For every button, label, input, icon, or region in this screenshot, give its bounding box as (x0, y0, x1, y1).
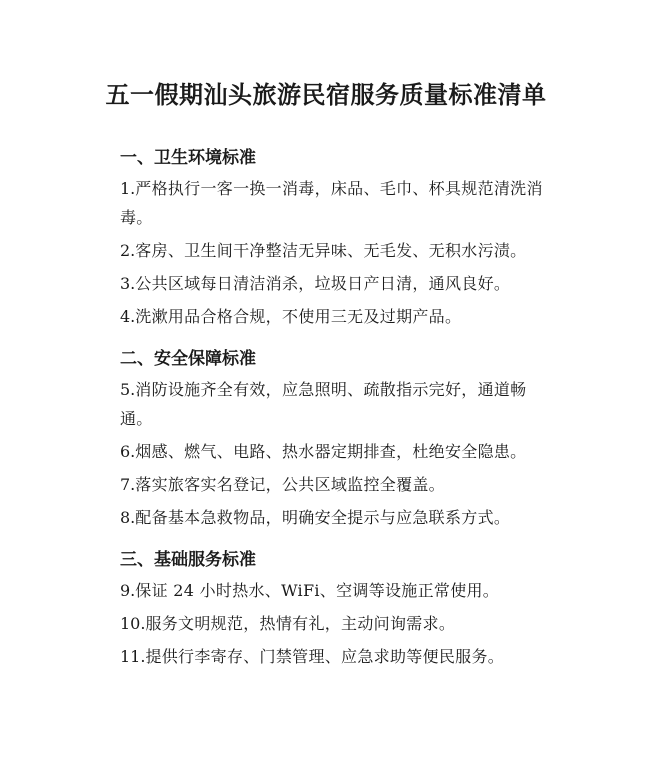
item-list (116, 375, 566, 532)
item-list (116, 174, 566, 331)
item-text: 洗漱用品合格合规，不使用三无及过期产品。 (135, 307, 462, 326)
item-text: 配备基本急救物品，明确安全提示与应急联系方式。 (135, 508, 511, 527)
item-text: 落实旅客实名登记，公共区域监控全覆盖。 (135, 475, 445, 494)
item-text: 严格执行一客一换一消毒，床品、毛巾、杯具规范清洗消毒。 (120, 179, 543, 227)
list-item (120, 269, 550, 298)
section-safety (116, 347, 566, 532)
item-text: 客房、卫生间干净整洁无异味、无毛发、无积水污渍。 (135, 241, 527, 260)
item-text: 消防设施齐全有效，应急照明、疏散指示完好，通道畅通。 (120, 380, 527, 428)
list-item (120, 642, 550, 671)
item-list (116, 576, 566, 671)
item-number: 6. (120, 442, 136, 461)
list-item (120, 375, 550, 433)
list-item (120, 609, 550, 638)
section-basic-service (116, 548, 566, 671)
list-item (120, 437, 550, 466)
item-number: 10. (120, 614, 146, 633)
list-item (120, 174, 550, 232)
item-text: 公共区域每日清洁消杀，垃圾日产日清，通风良好。 (135, 274, 511, 293)
list-item (120, 576, 550, 605)
item-text: 服务文明规范，热情有礼，主动问询需求。 (145, 614, 456, 633)
document-title: 五一假期汕头旅游民宿服务质量标准清单 (105, 80, 547, 109)
item-number: 5. (120, 380, 136, 399)
list-item (120, 236, 550, 265)
section-hygiene (116, 146, 566, 331)
item-number: 8. (120, 508, 136, 527)
item-number: 9. (120, 581, 136, 600)
item-number: 3. (120, 274, 136, 293)
section-heading: 一、卫生环境标准 (120, 148, 256, 168)
list-item (120, 302, 550, 331)
item-number: 11. (120, 647, 146, 666)
item-number: 2. (120, 241, 136, 260)
list-item (120, 470, 550, 499)
item-text: 烟感、燃气、电路、热水器定期排查，杜绝安全隐患。 (135, 442, 527, 461)
item-number: 1. (120, 179, 136, 198)
section-heading: 三、基础服务标准 (120, 550, 256, 570)
section-heading: 二、安全保障标准 (120, 349, 256, 369)
item-text: 保证 24 小时热水、WiFi、空调等设施正常使用。 (135, 581, 500, 600)
list-item (120, 503, 550, 532)
item-number: 7. (120, 475, 136, 494)
item-number: 4. (120, 307, 136, 326)
item-text: 提供行李寄存、门禁管理、应急求助等便民服务。 (145, 647, 505, 666)
